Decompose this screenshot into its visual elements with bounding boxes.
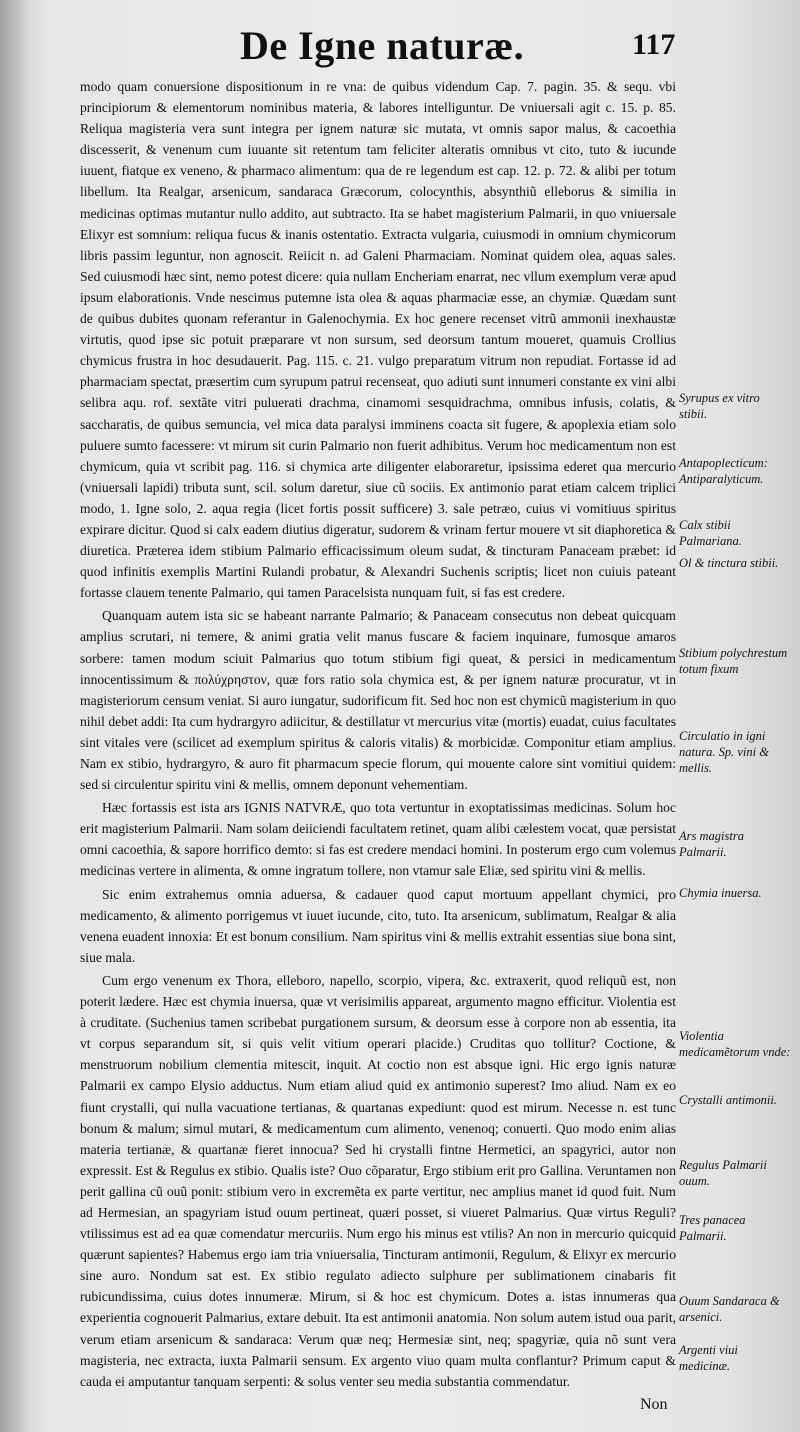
paragraph-5: Cum ergo venenum ex Thora, elleboro, napello, scorpio, vipera, &c. extraxerit, quod reliquũ est, non poterit lædere. Hæc est chymia inuersa, quæ vt verisimilis appareat, argumento magno efficitur. Violentia est à cruditate. (Suchenius tamen scribebat purgationem sursum, & deorsum esse à corpore non ab essentia, ita vt corpus separandum sit, si quis velit vitium operari placide.) Cruditas quo tollitur? Coctione, & menstruorum nobilium clementia mitescit, inquit. At coctio non est absque igni. Hic ergo ignis naturæ Palmarii ex campo Elysio adductus. Num etiam aliud quid ex antimonio superest? Imo aliud. Nam ex eo fiunt crystalli, qui nulla vacuatione tertianas, & quartanas expediunt: quod est mirum. Necesse n. est tunc bonum & malum; simul mutari, & medicamentum cum alimento, venenoq; conuerti. Quo modo enim alias materia tertianæ, & quartanæ fieret innocua? Sed hi crystalli fintne Hermetici, an spagyrici, autor non expressit. Est & Regulus ex stibio. Qualis iste? Ouo cõparatur, Ergo stibium erit pro Gallina. Veruntamen non perit gallina cũ ouũ ponit: stibium vero in excremẽta ex parte vertitur, nec amplius manet id quod fuit. Num ad Hermesian, an spagyriam istud ouum pertineat, quæri posset, si viueret Palmarius. Quæ virtus Reguli? vtilissimus est ad ea quæ comendatur mercuriis. Num ergo his minus est vtilis? An non in mercurio quicquid quærunt sapientes? Habemus ergo iam tria vniuersalia, Tincturam antimonii, Regulum, & Elixyr ex mercurio sine auro. Nondum sat est. Ex stibio regulato adiecto sulphure per sublimationem cinabaris fit rubicundissima, cuius dotes innumeræ. Mirum, si & hoc est chymicum. Dotes a. istas innumeras qua experientia cognouerit Palmarius, extare debuit. Ita est antimonii anatomia. Non solum autem istud oua parit, verum etiam arsenicum & sandaraca: Verum quæ neq; Hermesiæ sint, neq; spagyriæ, quia nõ sunt vera magisteria, nec extracta, iuxta Palmarii sensum. Ex argento viuo quam multa conflantur? Primum caput & cauda ei amputantur tanquam serpenti: & solus venter seu media substantia commendatur. [80,972,676,1389]
margin-note-regulus: Regulus Palmarii ouum. [679,1158,767,1188]
margin-note-ouum-sandaraca: Ouum Sandaraca & arsenici. [679,1294,780,1324]
paragraph-1: modo quam conuersione dispositionum in re vna: de quibus videndum Cap. 7. pagin. 35. & sequ. vbi principiorum & elementorum nominibus materia, & labores intelliguntur. De vniuersali agit c. 15. p. 85. Reliqua magisteria vera sunt integra per ignem naturæ sic mutata, vt omnis sapor malus, & cacoethia discesserit, & venenum cum iuuante sit retentum tam feliciter alteratis omnibus vt cito, tuto & iucunde iuuent, fiatque ex veneno, & pharmaco alimentum: qua de re legendum est cap. 12. p. 72. & alibi per totum libellum. Ita Realgar, arsenicum, sandaraca Græcorum, colocynthis, absynthiũ elleborus & similia in medicinas optimas mutantur nullo addito, aut subtracto. Ita se habet magisterium Palmarii, in quo vniuersale Elixyr est somnium: reliqua fucus & inanis ostentatio. Extracta vulgaria, cuiusmodi in omnium chymicorum libris passim leguntur, non agnoscit. Reiicit n. ad Galeni Pharmaciam. Nominat quidem olea, aquas sales. Sed cuiusmodi hæc sint, nemo potest dicere: quia nullam Encheriam enarrat, nec vllum exemplum veræ apud ipsum elaborationis. Vnde nescimus putemne ista olea & aquas pharmaciæ esse, an chymiæ. Quædam sunt de quibus dubites quonam referantur in Galenochymia. Ex hoc genere recenset vitrũ ammonii inexhaustæ virtutis, quod ipse sic potuit præparare vt non sursum, sed deorsum tantum moueret, quamuis Crollius chymicus frustra in hoc desudauerit. Pag. 115. c. 21. vulgo preparatum vitrum non repudiat. Fortasse id ad pharmaciam spectat, præsertim cum syrupum patrui recenseat, quo adiuti sunt innumeri constante ex vini albi selibra aqu. rof. sextãte vitri puluerati drachma, cinamomi sesquidrachma, omnibus infusis, colatis, & saccharatis, de quibus semuncia, vel mica data paralysi imminens coacta sit fugere, & apoplexia etiam solo puluere sumto facessere: vt mirum sit curin Palmario non fuerit adhibitus. Verum hoc medicamentum non est chymicum, quia vt scribit pag. 116. si chymica arte diligenter elaboraretur, ipsissima ederet qua mercurio (vniuersali lapidi) tributa sunt, scil. solum daretur, siue cũ sociis. Ex antimonio parat etiam calcem triplici modo, 1. Igne solo, 2. aqua regia (licet fortis possit sufficere) 3. sale petræo, cuius vi vomitiuus spiritus expirare dicitur. Quod si calx eadem diutius digeratur, sudorem & vrinam fertur mouere vt sit diaphoretica & diuretica. Præterea idem stibium Palmario efficacissimum oleum sudat, & tincturam Panaceam præbet: id quod infinitis exemplis Martini Rulandi probatur, & Alexandri Suchenis scriptis; licet non cuiuis pateant fortasse clauem tenente Palmario, qui tamen Paracelsista nunquam fuit, si fas est credere. [80,79,676,601]
margin-note-calx-stibii: Calx stibii Palmariana. [679,518,742,548]
running-head-title: De Igne naturæ. [240,23,525,68]
margin-note-crystalli: Crystalli antimonii. [679,1093,777,1107]
paragraph-3: Hæc fortassis est ista ars IGNIS NATVRÆ, quo tota vertuntur in exoptatissimas medicinas. Solum hoc erit magisterium Palmarii. Nam solam deiiciendi facultatem retinet, quam alibi cælestem vocat, quæ persistat omni cacoethia, & sapore horrifico demto: si fas est credere mendaci homini. In posterum ergo cum volemus medicinas vertere in alimenta, & omne ingratum tollere, non vtamur sale Eliæ, sed spiritu vini & mellis. [80,800,676,879]
gutter-shadow [0,0,30,1432]
page-number: 117 [632,28,676,61]
margin-note-argenti-viui: Argenti viui medicinæ. [679,1343,738,1373]
margin-note-circulatio: Circulatio in igni natura. Sp. vini & mellis. [679,729,769,775]
margin-note-antapoplecticum: Antapoplecticum: Antiparalyticum. [679,456,768,486]
margin-note-violentia: Violentia medicamẽtorum vnde: [679,1029,791,1059]
catchword: Non [640,1396,668,1413]
margin-note-stibium-polychrestum: Stibium polychrestum totum fixum [679,646,788,676]
paragraph-4: Sic enim extrahemus omnia aduersa, & cadauer quod caput mortuum appellant chymici, pro medicamento, & alimento porrigemus vt iuuet iucunde, cito, tuto. Ita arsenicum, sublimatum, Realgar & alia venena euadent innoxia: Et est bonum consilium. Nam spiritus vini & mellis extrahit essentias siue bona sint, siue mala. [80,886,676,965]
margin-note-chymia-inuersa: Chymia inuersa. [679,886,762,900]
margin-note-oleum-tinctura: Ol & tinctura stibii. [679,556,779,570]
margin-note-ars-magistra: Ars magistra Palmarii. [679,829,744,859]
margin-note-syrupus: Syrupus ex vitro stibii. [679,391,760,421]
main-text-block [80,76,676,1392]
paragraph-2: Quanquam autem ista sic se habeant narrante Palmario; & Panaceam consecutus non debeat quicquam amplius scrutari, ni temere, & animi gratia velit manus fuscare & faciem inquinare, fumosque amaros sorbere: tamen modum sciuit Palmarius quo totum stibium figi queat, & persici in medicamentum innocentissimum & πολύχρηστον, quæ fors ratio sola chymica est, & per ignem naturæ procuratur, vt in magisteriorum censum veniat. Si auro iungatur, sudorificum fit. Sed hoc non est chymicũ magisterium in quo nihil debet addi: Ita cum hydrargyro adiicitur, & destillatur vt mercurius vitæ (mortis) euadat, cuius facultates sint vitales vere (scilicet ad exemplum spiritus & caloris vitalis) & morbicidæ. Componitur etiam amplius. Nam ex stibio, hydrargyro, & auro fit pharmacum specie florum, qui mouente calore sint vomitiui quidem: sed si circulentur spiritu vini & mellis, omnem deponunt vehementiam. [80,608,676,793]
margin-note-tres-panacea: Tres panacea Palmarii. [679,1213,746,1243]
